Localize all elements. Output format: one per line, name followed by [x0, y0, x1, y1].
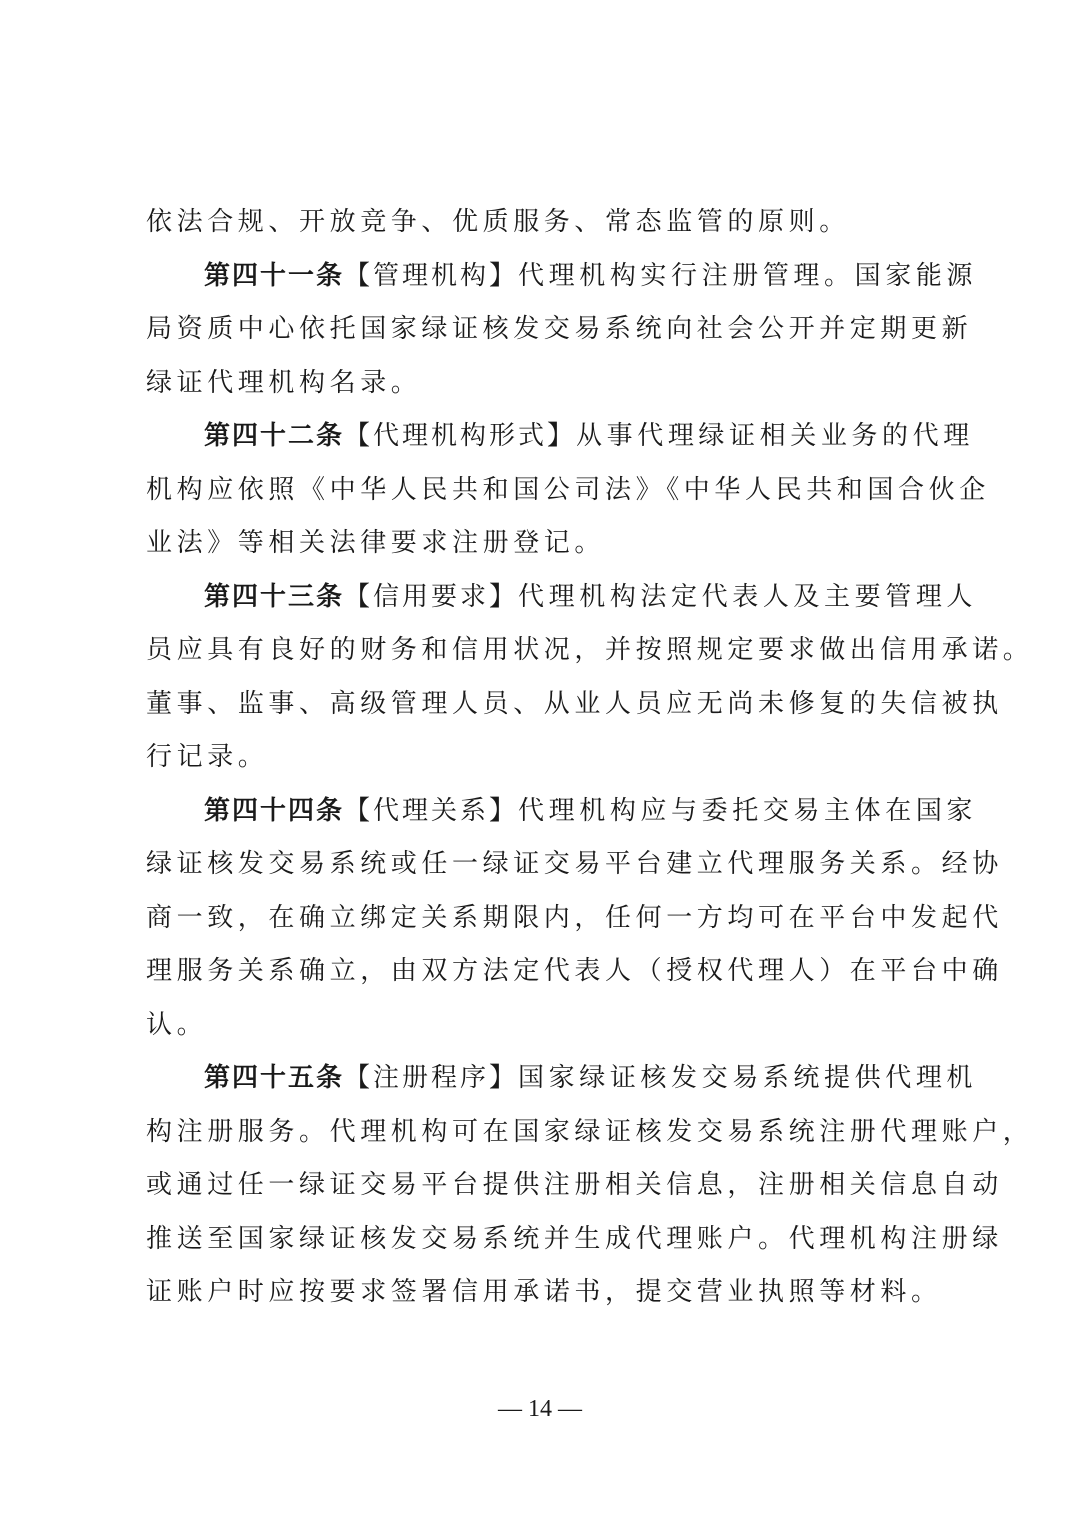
- article-43-text: 代理机构法定代表人及主要管理人: [518, 581, 978, 612]
- article-44-title: 【代理关系】: [344, 795, 519, 826]
- article-43-heading-line: [146, 571, 978, 625]
- article-41-text: 代理机构实行注册管理。国家能源: [518, 260, 978, 291]
- article-45-number: 第四十五条: [204, 1063, 345, 1093]
- article-43-title: 【信用要求】: [344, 581, 519, 612]
- article-45-line: 构注册服务。代理机构可在国家绿证核发交易系统注册代理账户，: [146, 1116, 1034, 1147]
- article-43-number: 第四十三条: [204, 581, 345, 612]
- article-43-line: 员应具有良好的财务和信用状况，并按照规定要求做出信用承诺。: [146, 635, 1034, 665]
- article-41-line: 绿证代理机构名录。: [146, 367, 422, 398]
- article-44-heading-line: [146, 785, 978, 839]
- article-44-line: 认。: [146, 1009, 208, 1040]
- article-42-line: 业法》等相关法律要求注册登记。: [146, 528, 606, 558]
- article-44-number: 第四十四条: [204, 795, 345, 826]
- article-42-title: 【代理机构形式】: [344, 421, 577, 451]
- article-45-line: 或通过任一绿证交易平台提供注册相关信息，注册相关信息自动: [146, 1170, 1003, 1200]
- article-42-number: 第四十二条: [204, 421, 345, 451]
- article-42-heading-line: [146, 410, 974, 464]
- article-45-line: 证账户时应按要求签署信用承诺书，提交营业执照等材料。: [146, 1277, 942, 1307]
- article-42-text: 从事代理绿证相关业务的代理: [576, 421, 974, 451]
- article-44-line: 绿证核发交易系统或任一绿证交易平台建立代理服务关系。经协: [146, 849, 1003, 879]
- document-body: [146, 196, 1034, 1320]
- article-45-text: 国家绿证核发交易系统提供代理机: [518, 1063, 978, 1093]
- page-number: — 14 —: [498, 1396, 582, 1422]
- article-44-text: 代理机构应与委托交易主体在国家: [518, 795, 978, 826]
- article-41-line: 局资质中心依托国家绿证核发交易系统向社会公开并定期更新: [146, 314, 973, 344]
- article-44-line: 理服务关系确立，由双方法定代表人（授权代理人）在平台中确: [146, 956, 1003, 986]
- article-45-title: 【注册程序】: [344, 1063, 519, 1093]
- paragraph-continuation: 依法合规、开放竞争、优质服务、常态监管的原则。: [146, 207, 850, 237]
- article-43-line: 行记录。: [146, 742, 269, 772]
- article-44-line: 商一致，在确立绑定关系期限内，任何一方均可在平台中发起代: [146, 902, 1003, 933]
- article-45-heading-line: [146, 1052, 978, 1106]
- article-42-line: 机构应依照《中华人民共和国公司法》《中华人民共和国合伙企: [146, 474, 990, 505]
- article-45-line: 推送至国家绿证核发交易系统并生成代理账户。代理机构注册绿: [146, 1223, 1003, 1254]
- article-41-number: 第四十一条: [204, 260, 345, 291]
- article-43-line: 董事、监事、高级管理人员、从业人员应无尚未修复的失信被执: [146, 688, 1003, 719]
- article-41-heading-line: [146, 250, 978, 304]
- article-41-title: 【管理机构】: [344, 260, 519, 291]
